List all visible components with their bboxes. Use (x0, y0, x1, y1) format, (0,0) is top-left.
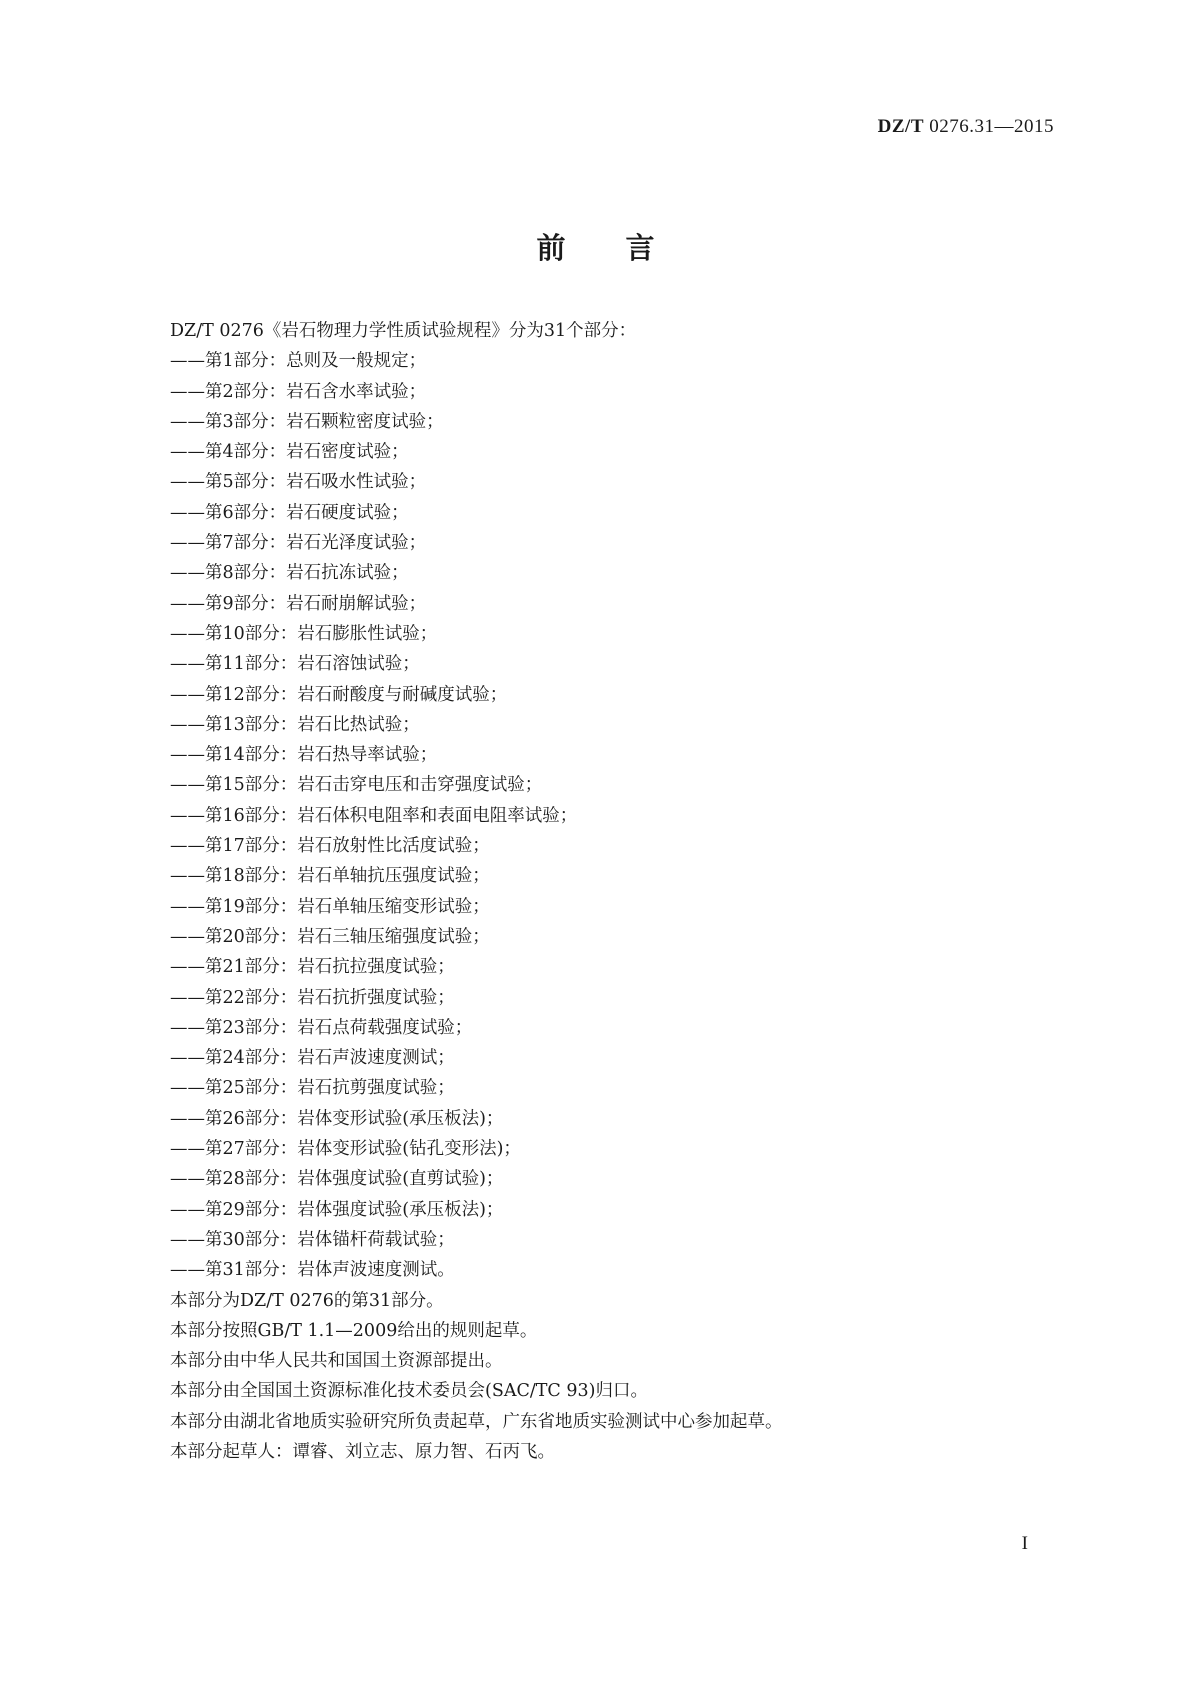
part-list-item: ——第21部分：岩石抗拉强度试验； (170, 957, 455, 978)
part-list-item: ——第31部分：岩体声波速度测试。 (170, 1260, 455, 1281)
page-number: I (1021, 1533, 1028, 1554)
part-list-item: ——第26部分：岩体变形试验(承压板法)； (170, 1108, 504, 1129)
part-list-item: ——第25部分：岩石抗剪强度试验； (170, 1078, 455, 1099)
statement-line: 本部分由全国国土资源标准化技术委员会(SAC/TC 93)归口。 (170, 1381, 648, 1402)
part-list-item: ——第6部分：岩石硬度试验； (170, 502, 409, 523)
part-list-item: ——第10部分：岩石膨胀性试验； (170, 623, 438, 644)
statements-list (170, 1286, 1070, 1468)
part-list-item: ——第16部分：岩石体积电阻率和表面电阻率试验； (170, 805, 578, 826)
foreword-body (170, 316, 1070, 1467)
standard-code-number: 0276.31—2015 (929, 116, 1054, 137)
part-list-item: ——第7部分：岩石光泽度试验； (170, 533, 427, 554)
parts-list (170, 346, 1070, 1285)
part-list-item: ——第3部分：岩石颗粒密度试验； (170, 411, 444, 432)
part-list-item: ——第9部分：岩石耐崩解试验； (170, 593, 427, 614)
statement-line: 本部分按照GB/T 1.1—2009给出的规则起草。 (170, 1320, 538, 1341)
part-list-item: ——第5部分：岩石吸水性试验； (170, 472, 427, 493)
part-list-item: ——第19部分：岩石单轴压缩变形试验； (170, 896, 490, 917)
part-list-item: ——第18部分：岩石单轴抗压强度试验； (170, 866, 490, 887)
part-list-item: ——第4部分：岩石密度试验； (170, 442, 409, 463)
statement-line: 本部分起草人：谭睿、刘立志、原力智、石丙飞。 (170, 1441, 555, 1462)
part-list-item: ——第15部分：岩石击穿电压和击穿强度试验； (170, 775, 543, 796)
part-list-item: ——第2部分：岩石含水率试验； (170, 381, 427, 402)
standard-code (878, 116, 1054, 138)
statement-line: 本部分由湖北省地质实验研究所负责起草，广东省地质实验测试中心参加起草。 (170, 1411, 783, 1432)
part-list-item: ——第11部分：岩石溶蚀试验； (170, 654, 420, 675)
part-list-item: ——第22部分：岩石抗折强度试验； (170, 987, 455, 1008)
part-list-item: ——第8部分：岩石抗冻试验； (170, 563, 409, 584)
statement-line: 本部分由中华人民共和国国土资源部提出。 (170, 1351, 503, 1372)
part-list-item: ——第24部分：岩石声波速度测试； (170, 1048, 455, 1069)
part-list-item: ——第27部分：岩体变形试验(钻孔变形法)； (170, 1139, 521, 1160)
part-list-item: ——第12部分：岩石耐酸度与耐碱度试验； (170, 684, 508, 705)
statement-line: 本部分为DZ/T 0276的第31部分。 (170, 1290, 444, 1311)
part-list-item: ——第13部分：岩石比热试验； (170, 714, 420, 735)
part-list-item: ——第1部分：总则及一般规定； (170, 351, 427, 372)
part-list-item: ——第29部分：岩体强度试验(承压板法)； (170, 1199, 504, 1220)
intro-line: DZ/T 0276《岩石物理力学性质试验规程》分为31个部分： (170, 321, 637, 341)
part-list-item: ——第14部分：岩石热导率试验； (170, 745, 438, 766)
part-list-item: ——第20部分：岩石三轴压缩强度试验； (170, 926, 490, 947)
part-list-item: ——第28部分：岩体强度试验(直剪试验)； (170, 1169, 504, 1190)
part-list-item: ——第30部分：岩体锚杆荷载试验； (170, 1229, 455, 1250)
part-list-item: ——第23部分：岩石点荷载强度试验； (170, 1017, 473, 1038)
part-list-item: ——第17部分：岩石放射性比活度试验； (170, 836, 490, 857)
page-title: 前言 (536, 231, 715, 265)
standard-code-prefix: DZ/T (877, 116, 924, 137)
